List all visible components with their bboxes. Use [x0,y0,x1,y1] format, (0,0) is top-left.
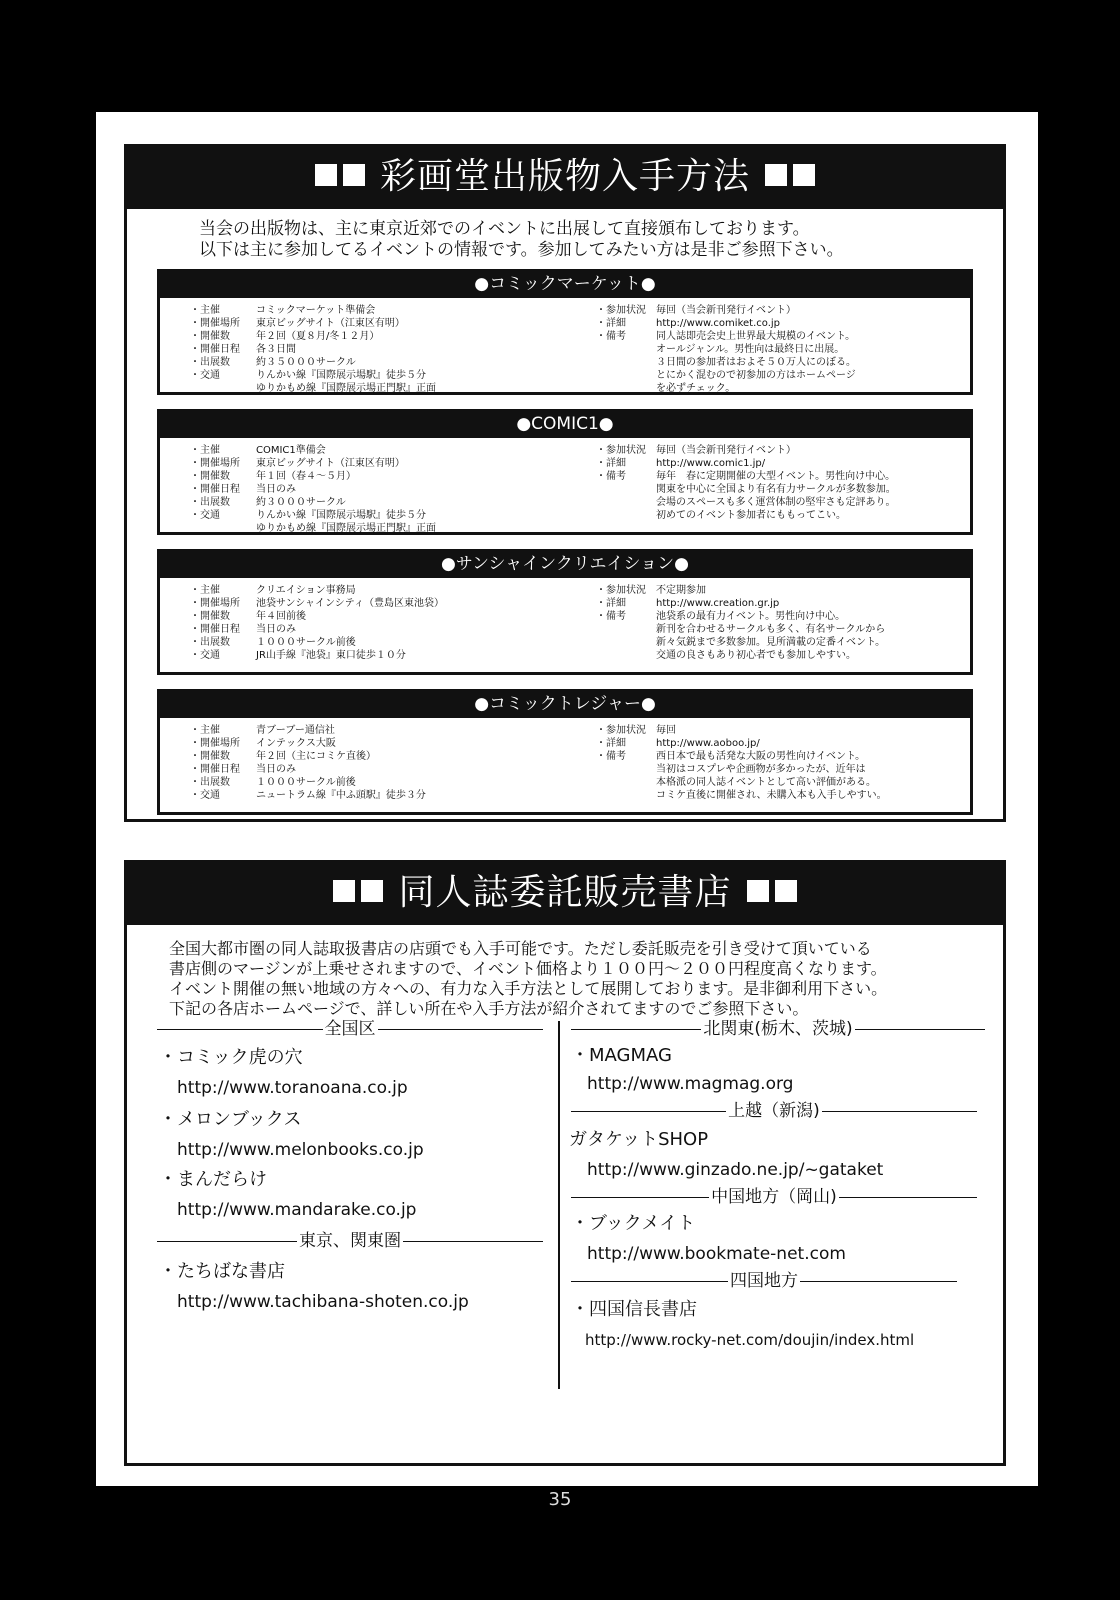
info-key: ・詳細 [596,458,626,469]
info-value: 初めてのイベント参加者にももってこい。 [656,510,846,521]
shop-tachibana: ・たちばな書店 [159,1261,285,1282]
info-value: 当日のみ [256,624,296,635]
info-value: オールジャンル。男性向は最終日に出展。 [656,344,845,355]
category-label: 全国区 [324,1019,376,1039]
info-value: 西日本で最も活発な大阪の男性向けイベント。 [656,751,866,762]
info-value: 年４回前後 [256,611,306,622]
shop-mandarake: ・まんだらけ [159,1169,267,1190]
event-info-left [190,584,444,662]
shop-toranoana: ・コミック虎の穴 [159,1047,303,1068]
info-key: ・開催日程 [190,624,240,635]
info-key: ・開催場所 [190,458,240,469]
intro-line: 当会の出版物は、主に東京近郊でのイベントに出展して直接頒布しております。 [199,219,810,239]
info-value: ３日間の参加者はおよそ５０万人にのぼる。 [656,357,856,368]
info-key: ・主催 [190,445,220,456]
info-value: 池袋系の最有力イベント。男性向け中心。 [656,611,846,622]
event-title: ●コミックトレジャー● [160,692,970,718]
info-value: 各３日間 [256,344,296,355]
info-key: ・開催日程 [190,484,240,495]
info-value: 東京ビッグサイト（江東区有明） [256,458,405,469]
info-key: ・交通 [190,370,220,381]
shop-url[interactable]: http://www.tachibana-shoten.co.jp [177,1292,469,1312]
shop-melonbooks: ・メロンブックス [159,1109,302,1130]
shop-bookmate: ・ブックメイト [571,1213,696,1234]
info-value: 新刊を合わせるサークルも多く、有名サークルから [656,624,886,635]
info-value: インテックス大阪 [256,738,336,749]
category-kitakanto [571,1019,985,1039]
event-info-left [190,444,436,535]
info-value: とにかく混むので初参加の方はホームページ [656,370,856,381]
info-key: ・主催 [190,305,220,316]
event-block-comiket [157,269,973,395]
info-value: 池袋サンシャインシティ（豊島区東池袋） [256,598,444,609]
event-info-right [596,584,885,662]
info-key: ・開催場所 [190,738,240,749]
info-value: りんかい線『国際展示場駅』徒歩５分 [256,510,426,521]
info-value: コミケ直後に開催され、未購入本も入手しやすい。 [656,790,887,801]
info-value: 約３５０００サークル [256,357,356,368]
shop-url[interactable]: http://www.magmag.org [587,1074,794,1094]
shop-url[interactable]: http://www.ginzado.ne.jp/~gataket [587,1160,884,1180]
info-key: ・備考 [596,751,626,762]
event-url[interactable]: http://www.comic1.jp/ [656,458,766,469]
event-url[interactable]: http://www.creation.gr.jp [656,598,780,609]
event-info-right [596,444,896,522]
info-key: ・開催場所 [190,598,240,609]
info-key: ・詳細 [596,738,626,749]
info-key: ・出展数 [190,777,230,788]
info-value: JR山手線『池袋』東口徒歩１０分 [256,650,406,661]
event-url[interactable]: http://www.comiket.co.jp [656,318,780,329]
info-value: 年２回（夏８月/冬１２月） [256,331,380,342]
event-block-comic1 [157,409,973,535]
shop-url[interactable]: http://www.rocky-net.com/doujin/index.html [585,1331,915,1349]
publication-title: 彩画堂出版物入手方法 [379,156,750,197]
category-shikoku [571,1271,957,1291]
event-info-left [190,304,436,395]
event-info-right [596,304,856,395]
square-icon [793,164,815,186]
info-key: ・詳細 [596,598,626,609]
bookstore-section [124,860,1006,1466]
info-key: ・開催日程 [190,344,240,355]
info-key: ・参加状況 [596,305,646,316]
event-url[interactable]: http://www.aoboo.jp/ [656,738,760,749]
info-key: ・開催日程 [190,764,240,775]
info-key: ・出展数 [190,637,230,648]
category-label: 北関東(栃木、茨城) [703,1019,853,1039]
info-key: ・備考 [596,331,626,342]
category-zenkoku [157,1019,543,1039]
shop-magmag: ・MAGMAG [571,1045,672,1066]
page-number: 35 [548,1489,572,1510]
info-value: 毎回（当会新刊発行イベント） [656,305,796,316]
info-value: 当日のみ [256,484,296,495]
info-value: ゆりかもめ線『国際展示場正門駅』正面 [256,523,436,534]
event-block-sunshine-creation [157,549,973,675]
event-title: ●COMIC1● [160,412,970,438]
square-icon [765,164,787,186]
info-value: 交通の良さもあり初心者でも参加しやすい。 [656,650,856,661]
square-icon [361,880,383,902]
info-key: ・出展数 [190,357,230,368]
info-key: ・交通 [190,650,220,661]
info-value: 関東を中心に全国より有名有力サークルが多数参加。 [656,484,896,495]
info-value: りんかい線『国際展示場駅』徒歩５分 [256,370,426,381]
publication-header [127,147,1003,209]
shop-directory [127,1013,1003,1413]
category-label: 上越（新潟) [728,1101,820,1121]
bookstore-title: 同人誌委託販売書店 [398,872,732,913]
event-info-left [190,724,426,802]
event-block-comic-treasure [157,689,973,815]
shop-gataket: ガタケットSHOP [569,1129,709,1150]
publication-intro [199,219,1003,261]
info-key: ・主催 [190,585,220,596]
category-tokyo [157,1231,543,1251]
info-value: 約３０００サークル [256,497,346,508]
shop-url[interactable]: http://www.melonbooks.co.jp [177,1140,424,1160]
info-value: COMIC1準備会 [256,445,326,456]
bookstore-header [127,863,1003,925]
info-value: 会場のスペースも多く運営体制の堅牢さも定評あり。 [656,497,896,508]
category-chugoku [571,1187,977,1207]
event-title: ●コミックマーケット● [160,272,970,298]
info-value: コミックマーケット準備会 [256,305,376,316]
intro-line: 全国大都市圏の同人誌取扱書店の店頭でも入手可能です。ただし委託販売を引き受けて頂いている [169,939,872,958]
info-key: ・備考 [596,611,626,622]
page [96,112,1038,1486]
square-icon [747,880,769,902]
category-label: 中国地方（岡山) [711,1187,837,1207]
event-title: ●サンシャインクリエイション● [160,552,970,578]
info-value: 毎回 [656,725,676,736]
shop-url[interactable]: http://www.toranoana.co.jp [177,1078,408,1098]
info-key: ・備考 [596,471,626,482]
info-value: ニュートラム線『中ふ頭駅』徒歩３分 [256,790,426,801]
info-value: １０００サークル前後 [256,637,356,648]
event-info-right [596,724,887,802]
intro-line: 以下は主に参加してるイベントの情報です。参加してみたい方は是非ご参照下さい。 [199,240,844,260]
info-value: 不定期参加 [656,585,706,596]
shop-url[interactable]: http://www.bookmate-net.com [587,1244,846,1264]
category-label: 東京、関東圏 [299,1231,401,1251]
info-key: ・主催 [190,725,220,736]
info-key: ・交通 [190,510,220,521]
info-key: ・開催場所 [190,318,240,329]
info-value: クリエイション事務局 [256,585,356,596]
info-value: 東京ビッグサイト（江東区有明） [256,318,405,329]
info-value: 新々気鋭まで多数参加。見所満載の定番イベント。 [656,637,886,648]
info-value: 年２回（主にコミケ直後） [256,751,376,762]
shop-shikoku-nobunaga: ・四国信長書店 [571,1299,697,1320]
category-joetsu [571,1101,977,1121]
info-value: 年１回（春４～５月） [256,471,356,482]
category-label: 四国地方 [730,1271,798,1291]
info-value: 毎年 春に定期開催の大型イベント。男性向け中心。 [656,471,896,482]
info-key: ・開催数 [190,611,230,622]
info-key: ・出展数 [190,497,230,508]
bookstore-intro [169,939,1003,1019]
square-icon [315,164,337,186]
info-key: ・参加状況 [596,585,646,596]
info-key: ・詳細 [596,318,626,329]
info-value: 当初はコスプレや企画物が多かったが、近年は [656,764,866,775]
info-key: ・開催数 [190,471,230,482]
info-value: 同人誌即売会史上世界最大規模のイベント。 [656,331,856,342]
intro-line: 下記の各店ホームページで、詳しい所在や入手方法が紹介されてますのでご参照下さい。 [169,999,809,1018]
info-value: 毎回（当会新刊発行イベント） [656,445,796,456]
info-key: ・開催数 [190,751,230,762]
info-value: 青ブーブー通信社 [256,725,335,736]
info-value: 当日のみ [256,764,296,775]
intro-line: 書店側のマージンが上乗せされますので、イベント価格より１００円～２００円程度高くなります。 [169,959,887,978]
info-key: ・交通 [190,790,220,801]
intro-line: イベント開催の無い地域の方々への、有力な入手方法として展開しております。是非御利用下さい。 [169,979,888,998]
info-key: ・参加状況 [596,725,646,736]
info-value: １０００サークル前後 [256,777,356,788]
square-icon [775,880,797,902]
info-key: ・開催数 [190,331,230,342]
square-icon [343,164,365,186]
info-value: ゆりかもめ線『国際展示場正門駅』正面 [256,383,436,394]
column-divider [558,1021,560,1389]
info-value: 本格派の同人誌イベントとして高い評価がある。 [656,777,876,788]
square-icon [333,880,355,902]
info-value: を必ずチェック。 [656,383,736,394]
info-key: ・参加状況 [596,445,646,456]
publication-section [124,144,1006,822]
shop-url[interactable]: http://www.mandarake.co.jp [177,1200,417,1220]
